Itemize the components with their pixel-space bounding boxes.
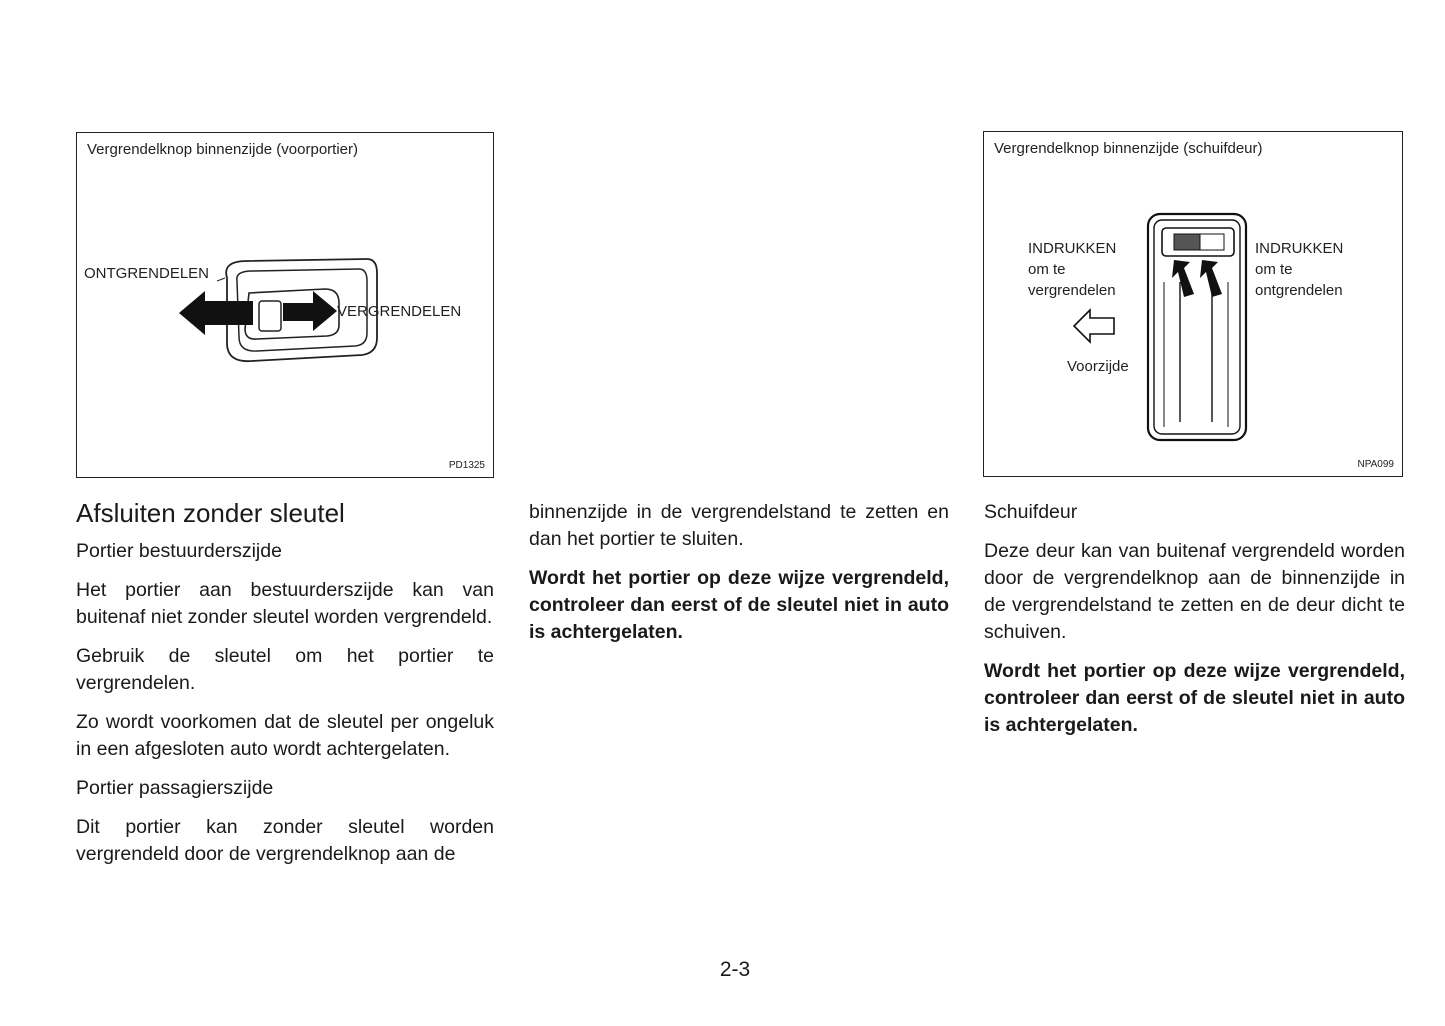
label-line: INDRUKKEN <box>1255 240 1344 257</box>
label-line: vergrendelen <box>1028 282 1116 299</box>
subheading-driver-door: Portier bestuurderszijde <box>76 540 282 562</box>
paragraph: Het portier aan bestuurderszijde kan van buitenaf niet zonder sleutel worden vergrendeld. <box>76 579 494 628</box>
paragraph: Deze deur kan van buitenaf vergrendeld worden door de vergrendelknop aan de binnenzijde in de vergrendelstand te zetten en de deur dicht te schuiven. <box>984 540 1405 643</box>
paragraph: Zo wordt voorkomen dat de sleutel per ongeluk in een afgesloten auto wordt achtergelaten. <box>76 711 494 760</box>
paragraph: Gebruik de sleutel om het portier te vergrendelen. <box>76 645 494 694</box>
figure-sliding-door-lock <box>983 131 1403 477</box>
subheading-passenger-door: Portier passagierszijde <box>76 777 274 799</box>
paragraph: binnenzijde in de vergrendelstand te zetten en dan het portier te sluiten. <box>529 501 949 550</box>
label-line: om te <box>1028 261 1066 278</box>
figure-code: PD1325 <box>448 460 485 471</box>
label-unlock: ONTGRENDELEN <box>84 265 210 282</box>
column-1 <box>76 496 494 880</box>
label-press-to-lock <box>1028 238 1116 301</box>
label-line: INDRUKKEN <box>1028 240 1117 257</box>
warning-text: Wordt het portier op deze wijze vergrendeld, controleer dan eerst of de sleutel niet in auto is achtergelaten. <box>984 660 1405 736</box>
column-3 <box>984 499 1405 739</box>
figure-code: NPA099 <box>1357 459 1394 470</box>
sliding-door-lock-illustration <box>984 132 1404 478</box>
warning-text: Wordt het portier op deze wijze vergrendeld, controleer dan eerst of de sleutel niet in auto is achtergelaten. <box>529 567 949 643</box>
section-heading: Afsluiten zonder sleutel <box>76 498 345 528</box>
label-line: om te <box>1255 261 1293 278</box>
label-line: ontgrendelen <box>1255 282 1343 299</box>
column-2 <box>529 499 949 646</box>
page-number: 2-3 <box>719 958 751 981</box>
figure-caption: Vergrendelknop binnenzijde (voorportier) <box>87 141 358 158</box>
label-lock: VERGRENDELEN <box>337 303 462 320</box>
figure-front-door-lock <box>76 132 494 478</box>
figure-caption: Vergrendelknop binnenzijde (schuifdeur) <box>994 140 1263 157</box>
paragraph: Dit portier kan zonder sleutel worden vergrendeld door de vergrendelknop aan de <box>76 816 494 865</box>
subheading-sliding-door: Schuifdeur <box>984 501 1078 523</box>
label-front: Voorzijde <box>1067 358 1129 375</box>
label-press-to-unlock <box>1255 238 1343 301</box>
